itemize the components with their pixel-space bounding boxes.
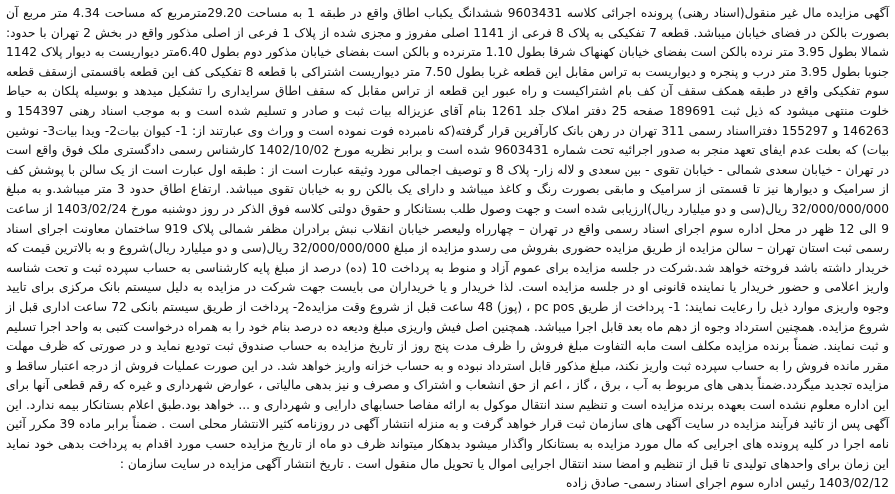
auction-notice-text: آگهی مزایده مال غیر منقول(اسناد رهنی) پرونده اجرائی کلاسه 9603431 ششدانگ یکباب اطاق واقع در طبقه 1 به مساحت 29.20مترمربع که مساحت 4.34 متر مربع آن بصورت بالکن در فضای خیابان میباشد. قطعه 7 تفکیکی به پلاک 8 فرعی از 1141 اصلی مفروز و مجزی شده از پلاک 1 فرعی از اصلی مذکور واقع در بخش 2 تهران با حدود: شمالا بطول 3.95 متر نرده بالکن است بفضای خیابان کهنهاک شرقا بطول 1.10 مترنرده و بالکن است بفضای خیابان مذکور دوم بطول 6.40متر دیواریست به دیوار پلاک 1142 جنوبا بطول 3.95 متر درب و پنجره و دیواریست به تراس مقابل این قطعه غربا بطول 7.50 متر دیواریست اشتراکی با قطعه 8 تفکیکی کف این قطعه باقسمتی ازسقف قطعه سوم تفکیکی واقع در طبقه همکف سقف آن کف بام اشتراکیست و راه عبور این قطعه از تراس مقابل که سقف اطاق سرایداری را تشکیل میدهد و بوسیله پلکان به حیاط خلوت منتهی میشود که ذیل ثبت 189691 صفحه 25 دفتر املاک جلد 1261 بنام آقای عزیزاله بیات ثبت و صادر و تسلیم شده است و به موجب اسناد رهنی 154397 و 146263 و 155297 دفترااسناد رسمی 311 تهران در رهن بانک کارآفرین قرار گرفته(که نامبرده فوت نموده است و وراث وی عبارتند از: 1- کیوان بیات2- ویدا بیات3- نوشین بیات) که بعلت عدم ایفای تعهد منجر به صدور اجرائیه تحت شماره 9603431 شده است و برابر نظریه مورخ 1402/10/02 کارشناس رسمی دادگستری ملک فوق واقع است در تهران - خیابان سعدی شمالی - خیابان تقوی - بین سعدی و لاله زار- پلاک 8 و توصیف اجمالی مورد وثیقه عبارت است از : طبقه اول عبارت است از یک سالن با پوشش کف از سرامیک و دیوارها نیز تا قسمتی از سرامیک و مابقی بصورت رنگ و کاغذ میباشد و دارای یک بالکن رو به خیابان تقوی میباشد. ارتفاع اطاق حدود 3 متر میباشد.و به مبلغ 32/000/000/000 ریال(سی و دو میلیارد ریال)ارزیابی شده است و جهت وصول طلب بستانکار و حقوق دولتی کلاسه فوق الذکر در روز دوشنبه مورخ 1403/02/24 از ساعت 9 الی 12 ظهر در محل اداره سوم اجرای اسناد رسمی واقع در تهران – چهارراه ولیعصر خیابان انقلاب نبش برادران مظفر شمالی پلاک 919 ساختمان معاونت اجرای اسناد رسمی ثبت استان تهران – سالن مزایده از طریق مزایده حضوری بفروش می رسدو مزایده از مبلغ 32/000/000/000 ریال(سی و دو میلیارد ریال)شروع و به بالاترین قیمت که خریدار داشته باشد فروخته خواهد شد.شرکت در جلسه مزایده برای عموم آزاد و منوط به پرداخت 10 (ده) درصد از مبلغ پایه کارشناسی به حساب سپرده ثبت و تحت شناسه واریز اعلامی و حضور خریدار یا نماینده قانونی او در جلسه مزایده است. لذا خریدار و یا خریداران می بایست جهت شرکت در مزایده به دلیل سیستم بانک مرکزی برای تایید وجوه واریزی موارد ذیل را رعایت نمایند: 1- پرداخت از طریق pc pos ، (پوز) 48 ساعت قبل از شروع وقت مزایده2- پرداخت از طریق سیستم بانکی 72 ساعت اداری قبل از شروع مزایده. همچنین استرداد وجوه از دهم ماه بعد قابل اجرا میباشد. همچنین اصل فیش واریزی مبلغ ودیعه ده درصد بنام خود را به همراه درخواست کتبی به واحد اجرا تسلیم و ثبت نمایند. ضمناً برنده مزایده مکلف است مابه التفاوت مبلغ فروش را ظرف مدت پنج روز از تاریخ مزایده به حساب صندوق ثبت تودیع نماید و در صورتی که ظرف مهلت مقرر مانده فروش را به حساب سپرده ثبت واریز نکند، مبلغ مذکور قابل استرداد نبوده و به حساب خزانه واریز خواهد شد. در این صورت عملیات فروش از درجه اعتبار ساقط و مزایده تجدید میگردد.ضمناً بدهی های مربوط به آب ، برق ، گاز ، اعم از حق انشعاب و اشتراک و مصرف و نیز بدهی مالیاتی ، عوارض شهرداری و غیره که رقم قطعی آنها برای این اداره معلوم نشده است بعهده برنده مزایده است و تنظیم سند انتقال موکول به ارائه مفاصا حسابهای دارایی و شهرداری و ... خواهد بود.طبق اعلام بستانکار بیمه ندارد. این آگهی پس از تائید فرآیند مزایده در سایت آگهی های سازمان ثبت قرار خواهد گرفت و به منزله انتشار آگهی در روزنامه کثیر الانتشار محلی است . ضمناً برابر ماده 39 مکرر آئین نامه اجرا در کلیه پرونده های اجرایی که مال مورد مزایده به بستانکار واگذار میشود بدهکار میتواند ظرف دو ماه از تاریخ مزایده حسب مورد اقدام به پرداخت بدهی خود نماید این زمان برای واحدهای تولیدی تا قبل از تنظیم و امضا سند انتقال اجرایی اموال یا تحویل مال منقول است . تاریخ انتشار آگهی مزایده در سایت سازمان :: [6, 6, 890, 471]
notice-signature-line: 1403/02/12 رئیس اداره سوم اجرای اسناد رسمی- صادق زاده: [566, 476, 889, 491]
